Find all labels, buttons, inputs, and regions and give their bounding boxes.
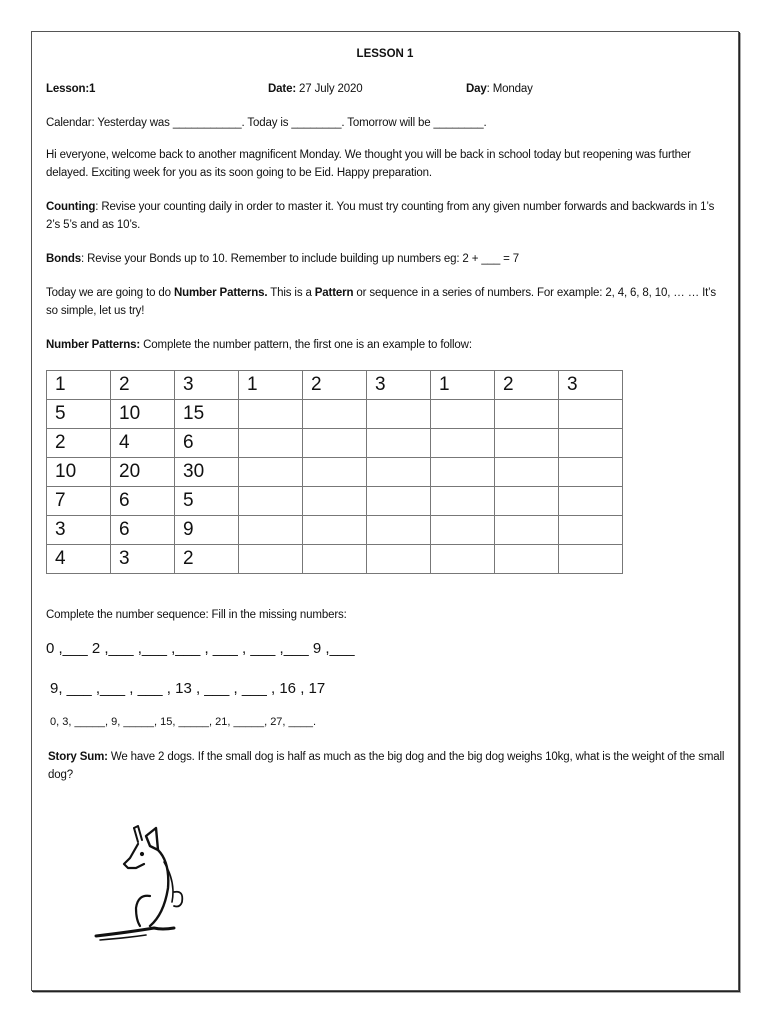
answer-cell[interactable]: [495, 487, 559, 516]
story-sum-text: We have 2 dogs. If the small dog is half as much as the big dog and the big dog weighs 10kg, what is the weight of the small dog?: [48, 751, 725, 781]
table-row: [47, 487, 623, 516]
answer-cell[interactable]: [559, 516, 623, 545]
pattern-cell: 3: [559, 371, 623, 400]
pattern-bold-term: Pattern: [314, 287, 354, 299]
lesson-date: [268, 80, 362, 98]
story-sum-paragraph: [48, 748, 728, 784]
patterns-bold-term: Number Patterns.: [173, 287, 268, 299]
pattern-cell: 5: [175, 487, 239, 516]
lesson-label: Lesson:: [46, 83, 90, 95]
pattern-cell: 10: [47, 458, 111, 487]
pattern-cell: 2: [111, 371, 175, 400]
answer-cell[interactable]: [367, 487, 431, 516]
answer-cell[interactable]: [559, 429, 623, 458]
pattern-cell: 4: [47, 545, 111, 574]
pattern-cell: 2: [303, 371, 367, 400]
answer-cell[interactable]: [559, 545, 623, 574]
number-pattern-table: [46, 370, 623, 574]
lesson-day: [466, 80, 533, 98]
bonds-text: : Revise your Bonds up to 10. Remember to include building up numbers eg: 2 + ___ = 7: [81, 253, 519, 265]
answer-cell[interactable]: [367, 400, 431, 429]
pattern-cell: 4: [111, 429, 175, 458]
counting-label: Counting: [46, 201, 96, 213]
counting-text: : Revise your counting daily in order to master it. You must try counting from any given number forwards and backwards in 1’s 2’s 5’s and as 10’s.: [46, 201, 715, 231]
pattern-cell: 9: [175, 516, 239, 545]
answer-cell[interactable]: [431, 516, 495, 545]
pattern-cell: 10: [111, 400, 175, 429]
answer-cell[interactable]: [303, 400, 367, 429]
day-value: : Monday: [486, 83, 533, 95]
answer-cell[interactable]: [431, 545, 495, 574]
answer-cell[interactable]: [431, 400, 495, 429]
table-row: [47, 400, 623, 429]
dog-sketch-icon: [90, 822, 200, 942]
pattern-cell: 1: [239, 371, 303, 400]
answer-cell[interactable]: [367, 545, 431, 574]
date-value: 27 July 2020: [296, 83, 363, 95]
pattern-cell: 5: [47, 400, 111, 429]
answer-cell[interactable]: [367, 429, 431, 458]
sequence-instruction: Complete the number sequence: Fill in the missing numbers:: [46, 609, 347, 621]
answer-cell[interactable]: [431, 487, 495, 516]
answer-cell[interactable]: [239, 487, 303, 516]
pattern-cell: 15: [175, 400, 239, 429]
date-label: Date:: [268, 83, 297, 95]
sequence-line-2[interactable]: 9, ___ ,___ , ___ , 13 , ___ , ___ , 16 , 17: [50, 680, 326, 697]
sequence-line-3[interactable]: 0, 3, _____, 9, _____, 15, _____, 21, _____, 27, ____.: [50, 716, 317, 728]
patterns-intro-paragraph: [46, 284, 726, 320]
day-label: Day: [466, 83, 487, 95]
answer-cell[interactable]: [303, 516, 367, 545]
patterns-task-text: Complete the number pattern, the first one is an example to follow:: [140, 339, 472, 351]
pattern-cell: 2: [175, 545, 239, 574]
table-row: [47, 371, 623, 400]
patterns-intro-text: Today we are going to do: [46, 287, 174, 299]
patterns-task-label: Number Patterns:: [46, 339, 141, 351]
patterns-intro-text: This is a: [267, 287, 315, 299]
pattern-cell: 6: [175, 429, 239, 458]
answer-cell[interactable]: [367, 516, 431, 545]
pattern-cell: 3: [47, 516, 111, 545]
pattern-cell: 20: [111, 458, 175, 487]
answer-cell[interactable]: [239, 545, 303, 574]
bonds-paragraph: [46, 250, 726, 268]
answer-cell[interactable]: [239, 516, 303, 545]
answer-cell[interactable]: [495, 400, 559, 429]
patterns-task-paragraph: [46, 336, 726, 354]
lesson-number: [46, 80, 95, 98]
intro-paragraph: Hi everyone, welcome back to another magnificent Monday. We thought you will be back in school today but reopening was further delayed. Exciting week for you as its soon going to be Eid. Happy preparation.: [46, 149, 691, 179]
patterns-intro-text: or sequence in a series of numbers. For example: 2, 4, 6, 8, 10, … … It’s so simple, let us try!: [46, 287, 716, 317]
calendar-line: Calendar: Yesterday was ___________. Today is ________. Tomorrow will be ________.: [46, 117, 487, 129]
table-row: [47, 545, 623, 574]
pattern-cell: 7: [47, 487, 111, 516]
pattern-cell: 2: [495, 371, 559, 400]
bonds-label: Bonds: [46, 253, 82, 265]
table-row: [47, 516, 623, 545]
answer-cell[interactable]: [303, 545, 367, 574]
answer-cell[interactable]: [239, 400, 303, 429]
answer-cell[interactable]: [559, 458, 623, 487]
answer-cell[interactable]: [367, 458, 431, 487]
answer-cell[interactable]: [303, 487, 367, 516]
answer-cell[interactable]: [559, 487, 623, 516]
pattern-cell: 3: [175, 371, 239, 400]
pattern-cell: 1: [431, 371, 495, 400]
table-row: [47, 429, 623, 458]
answer-cell[interactable]: [431, 458, 495, 487]
worksheet-page: [31, 31, 739, 991]
pattern-cell: 6: [111, 487, 175, 516]
counting-paragraph: [46, 198, 726, 234]
pattern-cell: 1: [47, 371, 111, 400]
pattern-cell: 2: [47, 429, 111, 458]
pattern-cell: 30: [175, 458, 239, 487]
page-title: LESSON 1: [356, 48, 414, 60]
pattern-cell: 6: [111, 516, 175, 545]
answer-cell[interactable]: [303, 429, 367, 458]
pattern-cell: 3: [111, 545, 175, 574]
answer-cell[interactable]: [495, 516, 559, 545]
answer-cell[interactable]: [239, 458, 303, 487]
answer-cell[interactable]: [495, 429, 559, 458]
answer-cell[interactable]: [431, 429, 495, 458]
story-sum-label: Story Sum:: [48, 751, 108, 763]
answer-cell[interactable]: [495, 545, 559, 574]
table-row: [47, 458, 623, 487]
sequence-line-1[interactable]: 0 ,___ 2 ,___ ,___ ,___ , ___ , ___ ,___ 9 ,___: [46, 640, 355, 657]
answer-cell[interactable]: [495, 458, 559, 487]
answer-cell[interactable]: [239, 429, 303, 458]
pattern-cell: 3: [367, 371, 431, 400]
answer-cell[interactable]: [559, 400, 623, 429]
answer-cell[interactable]: [303, 458, 367, 487]
lesson-value: 1: [89, 83, 96, 95]
